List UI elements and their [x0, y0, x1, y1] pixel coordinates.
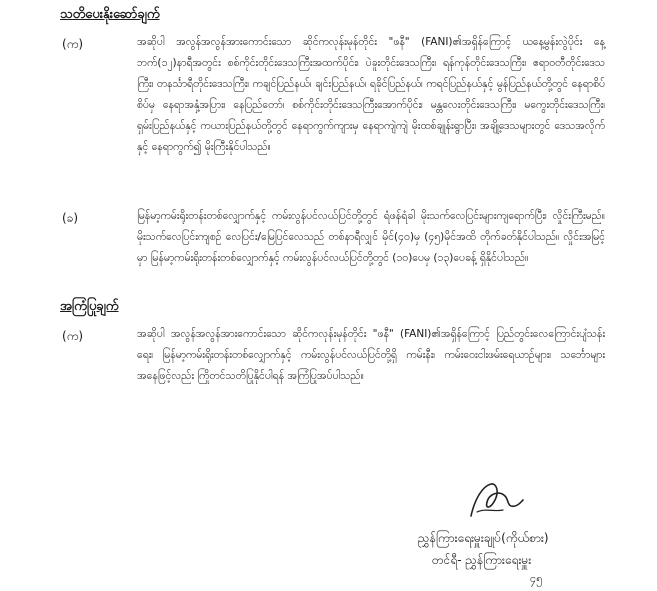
advice-heading: အကြံပြုချက် — [60, 299, 119, 314]
signature-mark — [465, 478, 525, 520]
warning-heading: သတိပေးနိုးဆော်ချက် — [60, 7, 160, 22]
signatory-name: တင်ရီ- ညွှန်ကြားရေးမှူး — [432, 553, 532, 567]
advice-item-1-text: အဆိုပါ အလွန်အလွန်အားကောင်းသော ဆိုင်ကလုန်းမုန်တိုင်း "ဖနီ" (FANI)၏အရှိန်ကြောင့် ပြည်တွင်းလေကြောင်းပျံသန်းရေး၊ မြန်မာ့ကမ်းရိုးတန်းတစ်လျှောက်နှင့် ကမ်းလွန်ပင်လယ်ပြင်တို့ရှိ ကမ်းနီး၊ ကမ်းဝေးငါးဖမ်းရေယာဉ်များ၊ သင်္ဘောများအနေဖြင့်လည်း ကြိုတင်သတိပြုနိုင်ပါရန် အကြံပြုအပ်ပါသည်။ — [137, 328, 605, 382]
warning-item-1-number: (က) — [62, 37, 84, 51]
warning-item-1-text: အဆိုပါ အလွန်အလွန်အားကောင်းသော ဆိုင်ကလုန်းမုန်တိုင်း "ဖနီ" (FANI)၏အရှိန်ကြောင့် ယနေ့မွန်းလွဲပိုင်း နေ့ဘက်(၁၂)နာရီအတွင်း စစ်ကိုင်းတိုင်းဒေသကြီးအထက်ပိုင်း၊ ပဲခူးတိုင်းဒေသကြီး၊ ရန်ကုန်တိုင်းဒေသကြီး၊ ဧရာဝတီတိုင်းဒေသကြီး၊ တနင်္သာရီတိုင်းဒေသကြီး၊ ကချင်ပြည်နယ်၊ ချင်းပြည်နယ်၊ ရခိုင်ပြည်နယ်၊ ကရင်ပြည်နယ်နှင့် မွန်ပြည်နယ်တို့တွင် နေရာစိပ်စိပ်မှ နေရာအနှံ့အပြား၊ နေပြည်တော်၊ စစ်ကိုင်းတိုင်းဒေသကြီးအောက်ပိုင်း၊ မန္တလေးတိုင်းဒေသကြီး၊ မကွေးတိုင်းဒေသကြီး၊ ရှမ်းပြည်နယ်နှင့် ကယားပြည်နယ်တို့တွင် နေရာကွက်ကျားမှ နေရာကျဲကျဲ မိုးထစ်ချုန်းရွာပြီး၊ အချို့ဒေသများတွင် ဒေသအလိုက်နှင့် နေရာကွက်၍ မိုးကြီးနိုင်ပါသည်။ — [137, 36, 605, 153]
signatory-title: ညွှန်ကြားရေးမှူးချုပ်(ကိုယ်စား) — [418, 531, 549, 545]
warning-item-2-number: (ခ) — [62, 211, 79, 225]
warning-item-2-text: မြန်မာ့ကမ်းရိုးတန်းတစ်လျှောက်နှင့် ကမ်းလွန်ပင်လယ်ပြင်တို့တွင် ရံဖန်ရံခါ မိုးသက်လေပြင်းများကျရောက်ပြီး၊ လှိုင်းကြီးမည်။ မိုးသက်လေပြင်းကျစဉ် လေပြင်း/မြေပြင်လေသည် တစ်နာရီလျှင် မိုင်(၄၀)မှ (၄၅)မိုင်အထိ တိုက်ခတ်နိုင်ပါသည်။ လှိုင်းအမြင့်မှာ မြန်မာ့ကမ်းရိုးတန်းတစ်လျှောက်နှင့် ကမ်းလွန်ပင်လယ်ပြင်တို့တွင် (၁၀)ပေမှ (၁၃)ပေခန့် ရှိနိုင်ပါသည်။ — [137, 210, 605, 264]
signature-date: ၄၅ — [530, 572, 543, 585]
advice-item-1-number: (က) — [62, 329, 84, 343]
